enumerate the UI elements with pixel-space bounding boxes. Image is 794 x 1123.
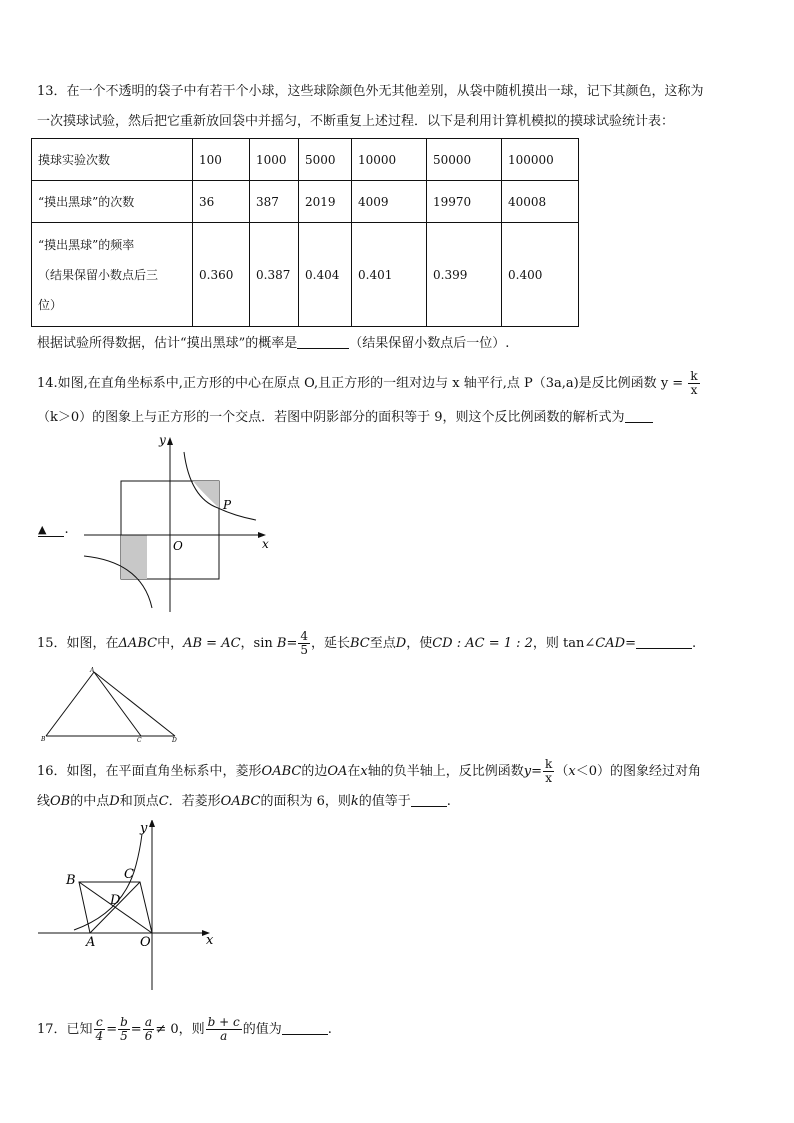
q17-line <box>37 1016 332 1043</box>
math: k <box>350 794 359 809</box>
numerator: k <box>545 757 553 771</box>
numerator: 4 <box>300 629 308 643</box>
fraction <box>118 1016 130 1043</box>
table-row-header: 摸球实验次数 <box>32 139 193 181</box>
table-cell: 40008 <box>502 181 579 223</box>
math: CAD <box>595 636 626 651</box>
table-cell: 36 <box>193 181 250 223</box>
table-cell: 100000 <box>502 139 579 181</box>
math: C <box>158 794 169 809</box>
arrow-icon <box>149 820 155 827</box>
point-d-label: D <box>172 737 177 742</box>
fraction <box>298 630 310 657</box>
hyperbola-branch <box>184 452 256 520</box>
denominator: x <box>690 383 698 397</box>
denominator: 5 <box>300 643 308 657</box>
q14-answer-mark <box>38 520 69 540</box>
math: AB = AC <box>183 636 241 651</box>
fraction <box>206 1016 242 1043</box>
text: 16．如图，在平面直角坐标系中，菱形 <box>37 764 262 779</box>
table-cell: 2019 <box>299 181 352 223</box>
q13-line1: 13．在一个不透明的袋子中有若干个小球，这些球除颜色外无其他差别，从袋中随机摸出一球，记下其颜色，这称为 <box>37 84 704 99</box>
table-row-header: “摸出黑球”的次数 <box>32 181 193 223</box>
denominator: x <box>545 771 553 785</box>
denominator: 5 <box>120 1029 128 1043</box>
text: 14.如图,在直角坐标系中,正方形的中心在原点 O,且正方形的一组对边与 x 轴平行,点 P（3a,a)是反比例函数 y = <box>37 376 684 391</box>
math: = <box>130 1022 142 1037</box>
row-header-line: 位） <box>38 297 63 312</box>
q13-after <box>37 334 509 354</box>
origin-label: O <box>140 935 151 950</box>
q13-line2: 一次摸球试验，然后把它重新放回袋中并摇匀，不断重复上述过程．以下是利用计算机模拟的摸球试验统计表： <box>37 114 675 129</box>
text: 的边 <box>301 764 328 779</box>
math: D <box>109 794 120 809</box>
point-c-label: C <box>137 737 142 742</box>
q14-line2 <box>37 408 653 428</box>
table-cell: 4009 <box>352 181 427 223</box>
q16-line2 <box>37 792 451 812</box>
table-row <box>32 223 579 327</box>
text: 的中点 <box>70 794 110 809</box>
table-cell: 100 <box>193 139 250 181</box>
text: 17．已知 <box>37 1022 93 1037</box>
point-a-label: A <box>86 935 96 950</box>
point-b-label: B <box>41 736 46 742</box>
denominator: 4 <box>95 1029 104 1043</box>
math: OA <box>327 764 348 779</box>
text: . <box>691 636 697 651</box>
q15-line <box>37 630 696 657</box>
table-row <box>32 181 579 223</box>
numerator: b <box>120 1015 128 1029</box>
fraction <box>543 758 554 785</box>
math: OABC <box>220 794 261 809</box>
text: 的值等于 <box>358 794 411 809</box>
denominator: 6 <box>144 1029 153 1043</box>
answer-blank[interactable] <box>636 634 692 649</box>
point-p-label: P <box>223 498 232 512</box>
row-header-line: “摸出黑球”的频率 <box>38 237 135 252</box>
row-header-line: （结果保留小数点后三 <box>38 267 159 282</box>
math: y <box>523 764 532 779</box>
table-cell: 0.401 <box>352 223 427 327</box>
q14-figure <box>80 428 280 614</box>
text: ，sin <box>240 636 273 651</box>
y-label: y <box>159 433 166 447</box>
math: = <box>286 636 298 651</box>
x-label: x <box>262 537 269 551</box>
text: 15．如图，在 <box>37 636 119 651</box>
math: BC <box>350 636 370 651</box>
table-cell: 0.404 <box>299 223 352 327</box>
text: . <box>64 522 69 537</box>
point-a-label: A <box>90 667 95 674</box>
table-cell: 0.400 <box>502 223 579 327</box>
table-cell: 50000 <box>427 139 502 181</box>
table-cell: 10000 <box>352 139 427 181</box>
table-cell: 387 <box>250 181 299 223</box>
numerator: c <box>94 1016 106 1030</box>
math: B <box>276 636 287 651</box>
math: D <box>395 636 407 651</box>
numerator: a <box>143 1016 155 1030</box>
text: ≠ 0，则 <box>155 1022 205 1037</box>
arrow-icon <box>167 437 173 445</box>
q16-line1 <box>37 758 701 785</box>
text: ．若菱形 <box>168 794 221 809</box>
math: ΔABC <box>118 636 158 651</box>
math: OB <box>50 794 71 809</box>
table-cell: 0.399 <box>427 223 502 327</box>
math: = <box>106 1022 118 1037</box>
math: CD : AC = 1 : 2 <box>432 636 533 651</box>
table-row-header <box>32 223 193 327</box>
math: = <box>531 764 543 779</box>
shaded-region <box>193 481 219 508</box>
table-row <box>32 139 579 181</box>
fraction <box>94 1016 106 1043</box>
math: x <box>360 764 368 779</box>
text: ，延长 <box>310 636 350 651</box>
q16-figure <box>34 820 224 992</box>
point-b-label: B <box>66 873 76 888</box>
point-d-label: D <box>110 893 121 908</box>
answer-blank[interactable] <box>282 1020 328 1035</box>
math: = <box>625 636 636 651</box>
fraction <box>143 1016 155 1043</box>
answer-blank[interactable] <box>625 408 653 423</box>
text: （ <box>555 764 569 779</box>
text: 中， <box>157 636 184 651</box>
table-cell: 19970 <box>427 181 502 223</box>
text: ＜0）的图象经过对角 <box>575 764 701 779</box>
numerator: k <box>690 369 698 383</box>
table-cell: 0.360 <box>193 223 250 327</box>
table-cell: 5000 <box>299 139 352 181</box>
text: ，则 tan∠ <box>532 636 596 651</box>
answer-blank[interactable] <box>411 792 447 807</box>
triangle-mark[interactable]: ▲ <box>38 523 64 537</box>
text: 的面积为 6，则 <box>260 794 351 809</box>
shaded-region <box>121 535 147 579</box>
y-label: y <box>140 821 148 836</box>
text: 和顶点 <box>119 794 159 809</box>
text: ，使 <box>406 636 433 651</box>
fraction <box>688 370 699 397</box>
text: 至点 <box>369 636 396 651</box>
text: . <box>327 1022 332 1037</box>
answer-blank[interactable] <box>297 334 349 349</box>
q15-figure <box>40 664 180 742</box>
q14-line1 <box>37 370 701 397</box>
text: （k＞0）的图象上与正方形的一个交点．若图中阴影部分的面积等于 9，则这个反比例函数的解析式为 <box>37 410 625 425</box>
text: 在 <box>347 764 361 779</box>
denominator: a <box>220 1029 228 1043</box>
text: （结果保留小数点后一位）. <box>349 336 510 351</box>
point-c-label: C <box>124 867 134 882</box>
text: 根据试验所得数据，估计“摸出黑球”的概率是 <box>37 336 298 351</box>
experiment-table <box>31 138 579 327</box>
text: 的值为 <box>242 1022 282 1037</box>
table-cell: 0.387 <box>250 223 299 327</box>
table-cell: 1000 <box>250 139 299 181</box>
text: 轴的负半轴上，反比例函数 <box>367 764 524 779</box>
text: . <box>446 794 451 809</box>
x-label: x <box>206 933 214 948</box>
math: x <box>568 764 576 779</box>
origin-label: O <box>173 539 183 553</box>
math: OABC <box>261 764 302 779</box>
side-ab <box>46 672 94 736</box>
numerator: b + c <box>207 1015 240 1029</box>
text: 线 <box>37 794 51 809</box>
